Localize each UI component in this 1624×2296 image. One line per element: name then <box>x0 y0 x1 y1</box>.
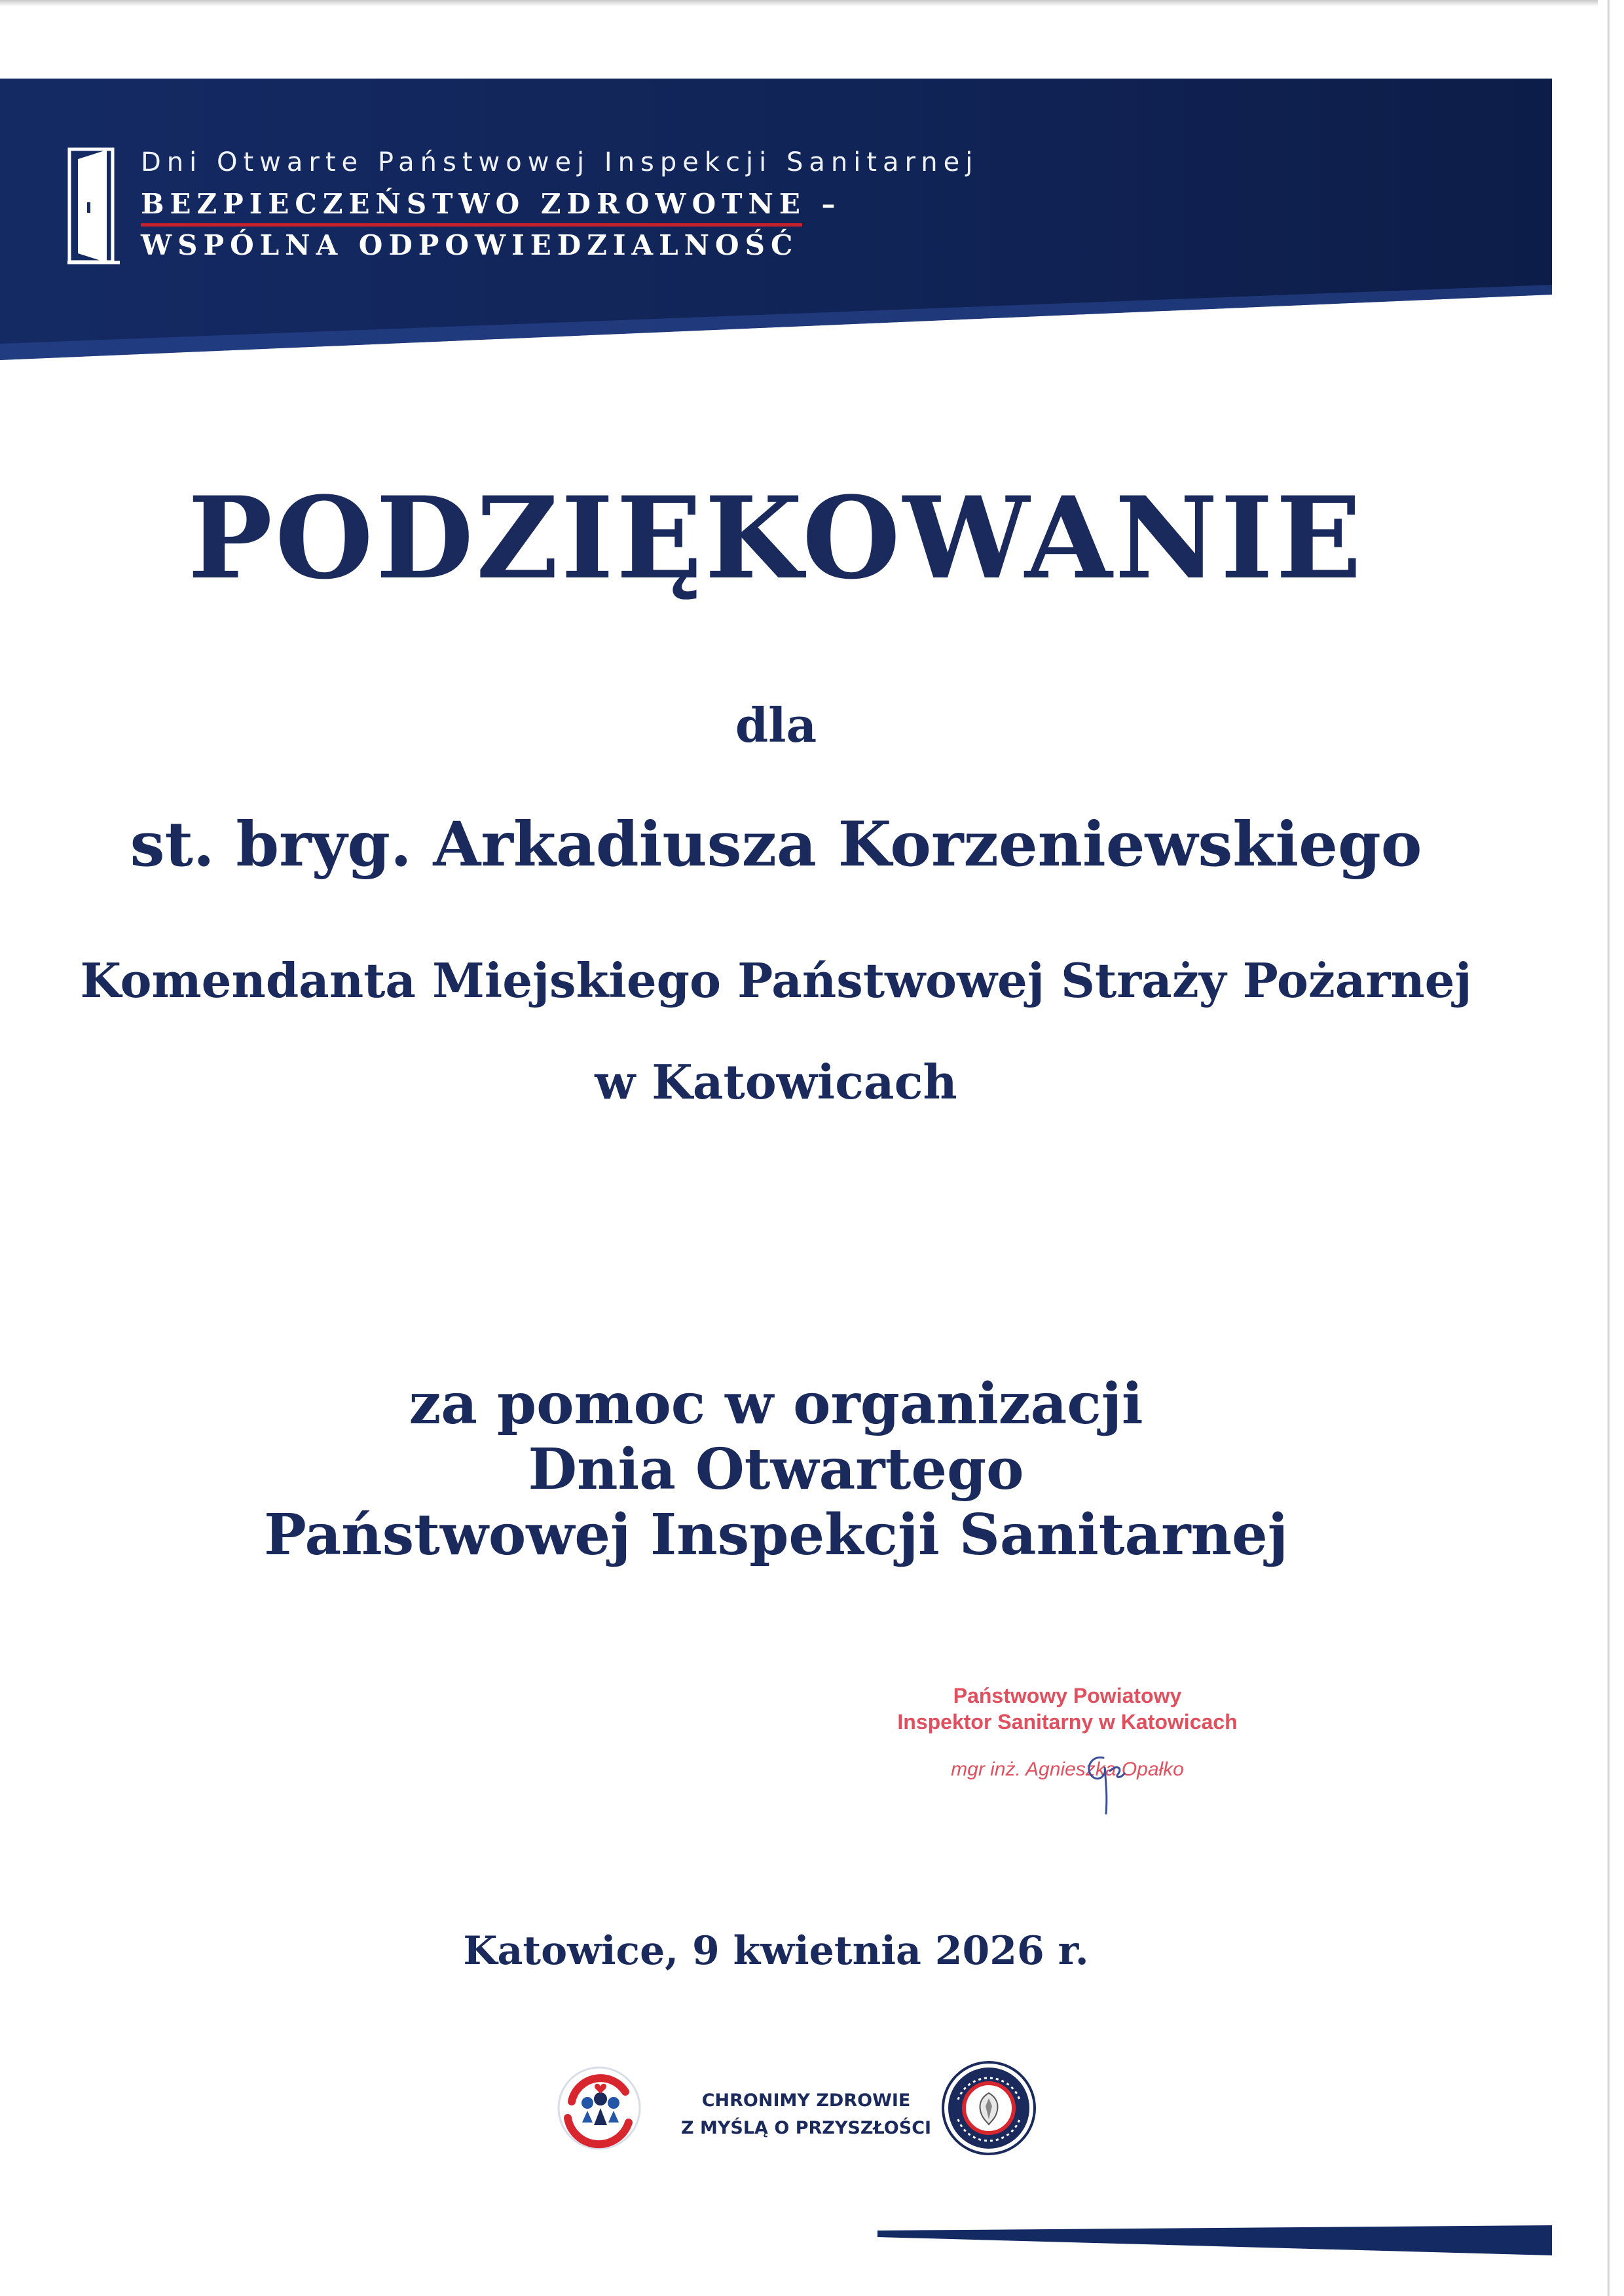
reason-line: za pomoc w organizacji <box>409 1371 1143 1437</box>
pis-emblem-logo-icon <box>940 2059 1038 2157</box>
header-text <box>141 147 978 261</box>
people-heart-logo-icon <box>553 2062 645 2154</box>
header-slogan-line1 <box>141 188 841 220</box>
red-underline <box>141 223 802 227</box>
door-icon <box>67 147 120 265</box>
reason-line: Dnia Otwartego <box>528 1436 1024 1503</box>
handwritten-signature <box>1077 1745 1136 1817</box>
footer-band <box>877 2223 1552 2255</box>
dla-label: dla <box>735 697 817 753</box>
stamp-line2: Inspektor Sanitarny w Katowicach <box>897 1710 1238 1734</box>
slogan-line2: Z MYŚLĄ O PRZYSZŁOŚCI <box>681 2118 932 2138</box>
issue-date: Katowice, 9 kwietnia 2026 r. <box>463 1928 1089 1974</box>
header-event-name: Dni Otwarte Państwowej Inspekcji Sanitarnej <box>141 147 979 177</box>
recipient-name: st. bryg. Arkadiusza Korzeniewskiego <box>130 809 1422 881</box>
header-slogan-line1-text: BEZPIECZEŃSTWO ZDROWOTNE – <box>141 188 841 220</box>
recipient-position: Komendanta Miejskiego Państwowej Straży Pożarnej <box>80 953 1472 1008</box>
recipient-city: w Katowicach <box>595 1054 957 1110</box>
official-stamp <box>871 1683 1264 1781</box>
scan-edge-top <box>0 0 1624 7</box>
footer-slogan <box>681 2087 931 2142</box>
stamp-signatory: mgr inż. Agnieszka Opałko <box>951 1758 1184 1780</box>
slogan-line1: CHRONIMY ZDROWIE <box>701 2090 911 2111</box>
reason-line: Państwowej Inspekcji Sanitarnej <box>264 1502 1288 1568</box>
document-title: PODZIĘKOWANIE <box>187 471 1365 604</box>
stamp-line1: Państwowy Powiatowy <box>953 1684 1182 1707</box>
header-slogan-line2: WSPÓLNA ODPOWIEDZIALNOŚĆ <box>141 229 799 261</box>
reason-block <box>0 1372 1552 1568</box>
scan-edge-right <box>1598 0 1624 2296</box>
